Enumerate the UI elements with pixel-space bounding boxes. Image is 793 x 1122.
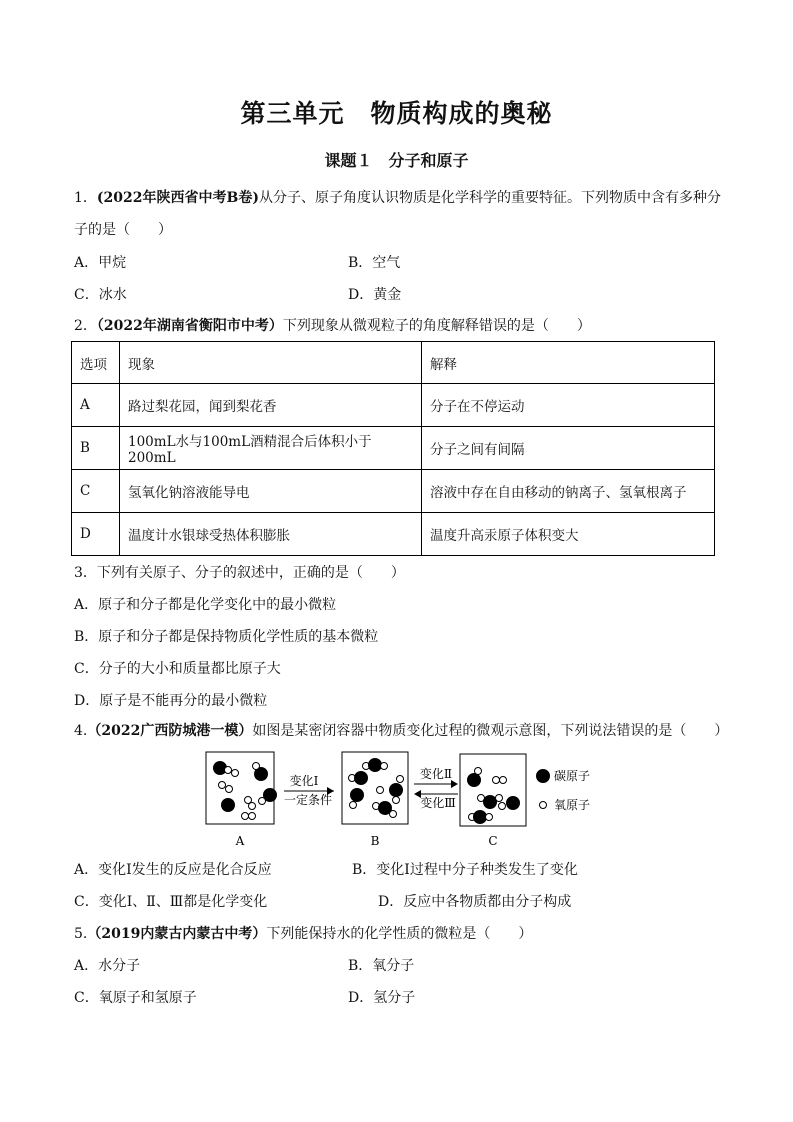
question-4-option-a: A．变化Ⅰ发生的反应是化合反应	[74, 862, 272, 878]
question-3-option-b: B．原子和分子都是保持物质化学性质的基本微粒	[74, 629, 379, 645]
table-header-row	[72, 342, 715, 384]
question-5-stem: 下列能保持水的化学性质的微粒是（ ）	[266, 926, 533, 942]
question-5-number: 5.	[74, 926, 88, 942]
question-3-option-d: D．原子是不能再分的最小微粒	[74, 693, 268, 709]
table-row	[72, 384, 715, 427]
legend-oxygen-icon	[540, 802, 547, 809]
table-cell: 分子在不停运动	[422, 384, 715, 427]
legend-carbon-label: 碳原子	[554, 769, 591, 783]
table-cell: C	[72, 470, 120, 513]
box-b-particles	[349, 759, 404, 818]
table-cell: 100mL水与100mL酒精混合后体积小于200mL	[120, 427, 422, 470]
arrow-1-bottom-label: 一定条件	[283, 793, 333, 807]
table-row	[72, 427, 715, 470]
question-4-option-c: C．变化Ⅰ、Ⅱ、Ⅲ都是化学变化	[74, 894, 268, 910]
table-header-cell: 解释	[422, 342, 715, 384]
arrow-1-top-label: 变化Ⅰ	[289, 774, 319, 788]
question-1-option-d: D．黄金	[348, 287, 402, 303]
question-5-option-b: B．氧分子	[348, 958, 415, 974]
page-title: 第三单元 物质构成的奥秘	[240, 99, 553, 128]
question-4-stem: 如图是某密闭容器中物质变化过程的微观示意图，下列说法错误的是（ ）	[252, 723, 729, 739]
section-title: 课题１ 分子和原子	[324, 151, 469, 170]
question-2-number: 2．	[74, 318, 97, 334]
question-4-source: （2022广西防城港一模）	[87, 723, 253, 739]
question-4-option-b: B．变化Ⅰ过程中分子种类发生了变化	[352, 862, 578, 878]
question-1-source: (2022年陕西省中考B卷)	[96, 190, 259, 206]
box-c-label: C	[488, 834, 498, 848]
question-4-number: 4.	[74, 723, 88, 739]
box-c-particles	[468, 768, 520, 824]
table-cell: 温度升高汞原子体积变大	[422, 513, 715, 556]
question-3-option-a: A．原子和分子都是化学变化中的最小微粒	[74, 597, 337, 613]
arrow-2-bottom-label: 变化Ⅲ	[420, 796, 456, 810]
legend-carbon-icon	[537, 770, 550, 783]
question-1-option-a: A．甲烷	[74, 255, 127, 271]
arrow-2-top-label: 变化Ⅱ	[419, 767, 453, 781]
question-2-source: （2022年湖南省衡阳市中考）	[96, 318, 283, 334]
table-row	[72, 513, 715, 556]
question-5-source: （2019内蒙古内蒙古中考）	[87, 926, 267, 942]
table-cell: 氢氧化钠溶液能导电	[120, 470, 422, 513]
table-cell: 溶液中存在自由移动的钠离子、氢氧根离子	[422, 470, 715, 513]
box-a-label: A	[235, 834, 245, 848]
arrow-2-head-icon	[451, 780, 458, 788]
table-cell: B	[72, 427, 120, 470]
table-cell: 温度计水银球受热体积膨胀	[120, 513, 422, 556]
question-1-stem: 从分子、原子角度认识物质是化学科学的重要特征。下列物质中含有多种分	[258, 190, 721, 206]
question-2-table	[71, 341, 715, 556]
question-4-option-d: D．反应中各物质都由分子构成	[378, 894, 572, 910]
table-row	[72, 470, 715, 513]
question-3-stem: 3．下列有关原子、分子的叙述中，正确的是（ ）	[74, 565, 405, 581]
question-1-stem-line-2: 子的是（ ）	[74, 222, 172, 238]
question-3-option-c: C．分子的大小和质量都比原子大	[74, 661, 281, 677]
question-1-option-b: B．空气	[348, 255, 401, 271]
question-5-option-a: A．水分子	[74, 958, 141, 974]
question-2-line	[74, 316, 591, 336]
legend-oxygen-label: 氧原子	[554, 798, 591, 812]
question-5-option-c: C．氧原子和氢原子	[74, 990, 197, 1006]
question-1-option-c: C．冰水	[74, 287, 127, 303]
molecule-diagram	[200, 750, 620, 860]
question-5-option-d: D．氢分子	[348, 990, 416, 1006]
box-a-particles	[214, 762, 277, 820]
table-header-cell: 现象	[120, 342, 422, 384]
question-1-line-1	[74, 188, 721, 208]
table-cell: 路过梨花园，闻到梨花香	[120, 384, 422, 427]
table-header-cell: 选项	[72, 342, 120, 384]
table-cell: 分子之间有间隔	[422, 427, 715, 470]
question-4-line	[74, 721, 728, 741]
question-2-stem: 下列现象从微观粒子的角度解释错误的是（ ）	[282, 318, 591, 334]
question-5-line	[74, 924, 532, 944]
box-b-label: B	[370, 834, 380, 848]
table-cell: D	[72, 513, 120, 556]
question-1-number: 1．	[74, 190, 97, 206]
table-cell: A	[72, 384, 120, 427]
